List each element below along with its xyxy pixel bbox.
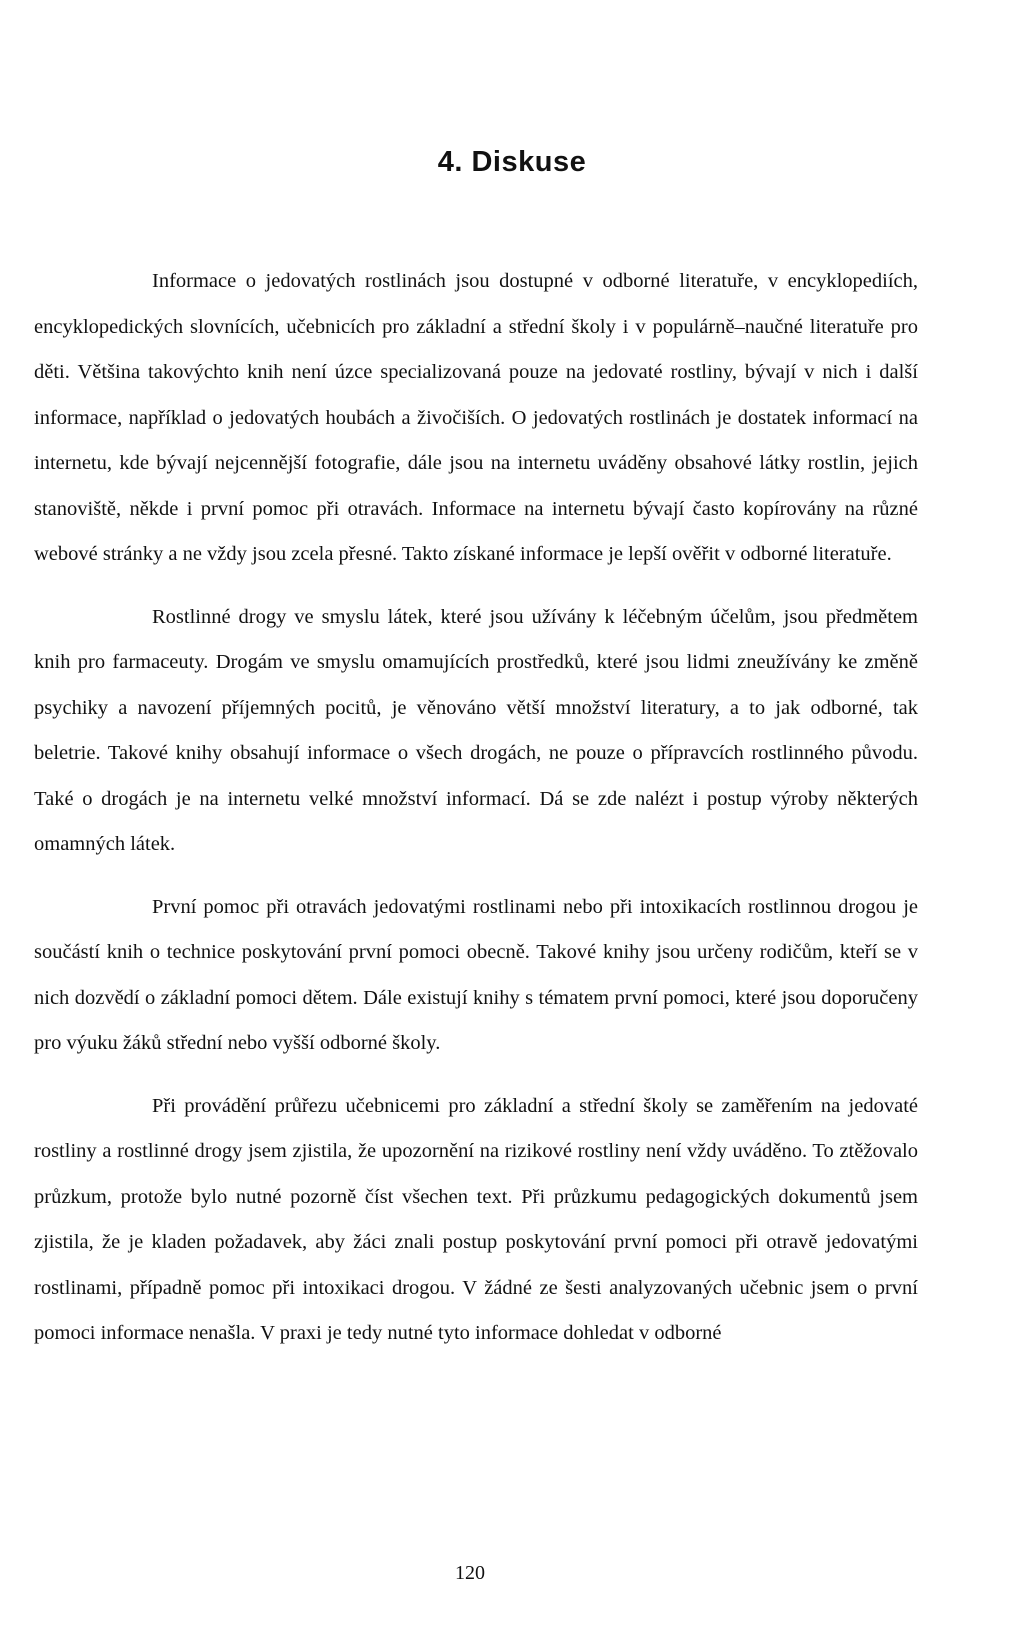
paragraph-sources: Informace o jedovatých rostlinách jsou dostupné v odborné literatuře, v encyklopediích, encyklopedických slovnících, učebnicích pro základní a střední školy i v populárně–naučné literatuře pro děti. Většina takovýchto knih není úzce specializovaná pouze na jedovaté rostliny, bývají v nich i další informace, například o jedovatých houbách a živočiších. O jedovatých rostlinách je dostatek informací na internetu, kde bývají nejcennější fotografie, dále jsou na internetu uváděny obsahové látky rostlin, jejich stanoviště, někde i první pomoc při otravách. Informace na internetu bývají často kopírovány na různé webové stránky a ne vždy jsou zcela přesné. Takto získané informace je lepší ověřit v odborné literatuře. [34,270,918,565]
paragraph-drugs: Rostlinné drogy ve smyslu látek, které jsou užívány k léčebným účelům, jsou předmětem knih pro farmaceuty. Drogám ve smyslu omamujících prostředků, které jsou lidmi zneužívány ke změně psychiky a navození příjemných pocitů, je věnováno větší množství literatury, a to jak odborné, tak beletrie. Takové knihy obsahují informace o všech drogách, ne pouze o přípravcích rostlinného původu. Také o drogách je na internetu velké množství informací. Dá se zde nalézt i postup výroby některých omamných látek. [34,605,918,855]
page-number: 120 [455,1562,485,1584]
paragraph-textbooks: Při provádění průřezu učebnicemi pro základní a střední školy se zaměřením na jedovaté rostliny a rostlinné drogy jsem zjistila, že upozornění na rizikové rostliny není vždy uváděno. To ztěžovalo průzkum, protože bylo nutné pozorně číst všechen text. Při průzkumu pedagogických dokumentů jsem zjistila, že je kladen požadavek, aby žáci znali postup poskytování první pomoci při otravě jedovatými rostlinami, případně pomoc při intoxikaci drogou. V žádné ze šesti analyzovaných učebnic jsem o první pomoci informace nenašla. V praxi je tedy nutné tyto informace dohledat v odborné [34,1094,918,1344]
section-heading: 4. Diskuse [437,146,587,178]
body-text [34,259,918,1357]
paragraph-first-aid: První pomoc při otravách jedovatými rostlinami nebo při intoxikacích rostlinnou drogou je součástí knih o technice poskytování první pomoci obecně. Takové knihy jsou určeny rodičům, kteří se v nich dozvědí o základní pomoci dětem. Dále existují knihy s tématem první pomoci, které jsou doporučeny pro výuku žáků střední nebo vyšší odborné školy. [34,895,918,1054]
